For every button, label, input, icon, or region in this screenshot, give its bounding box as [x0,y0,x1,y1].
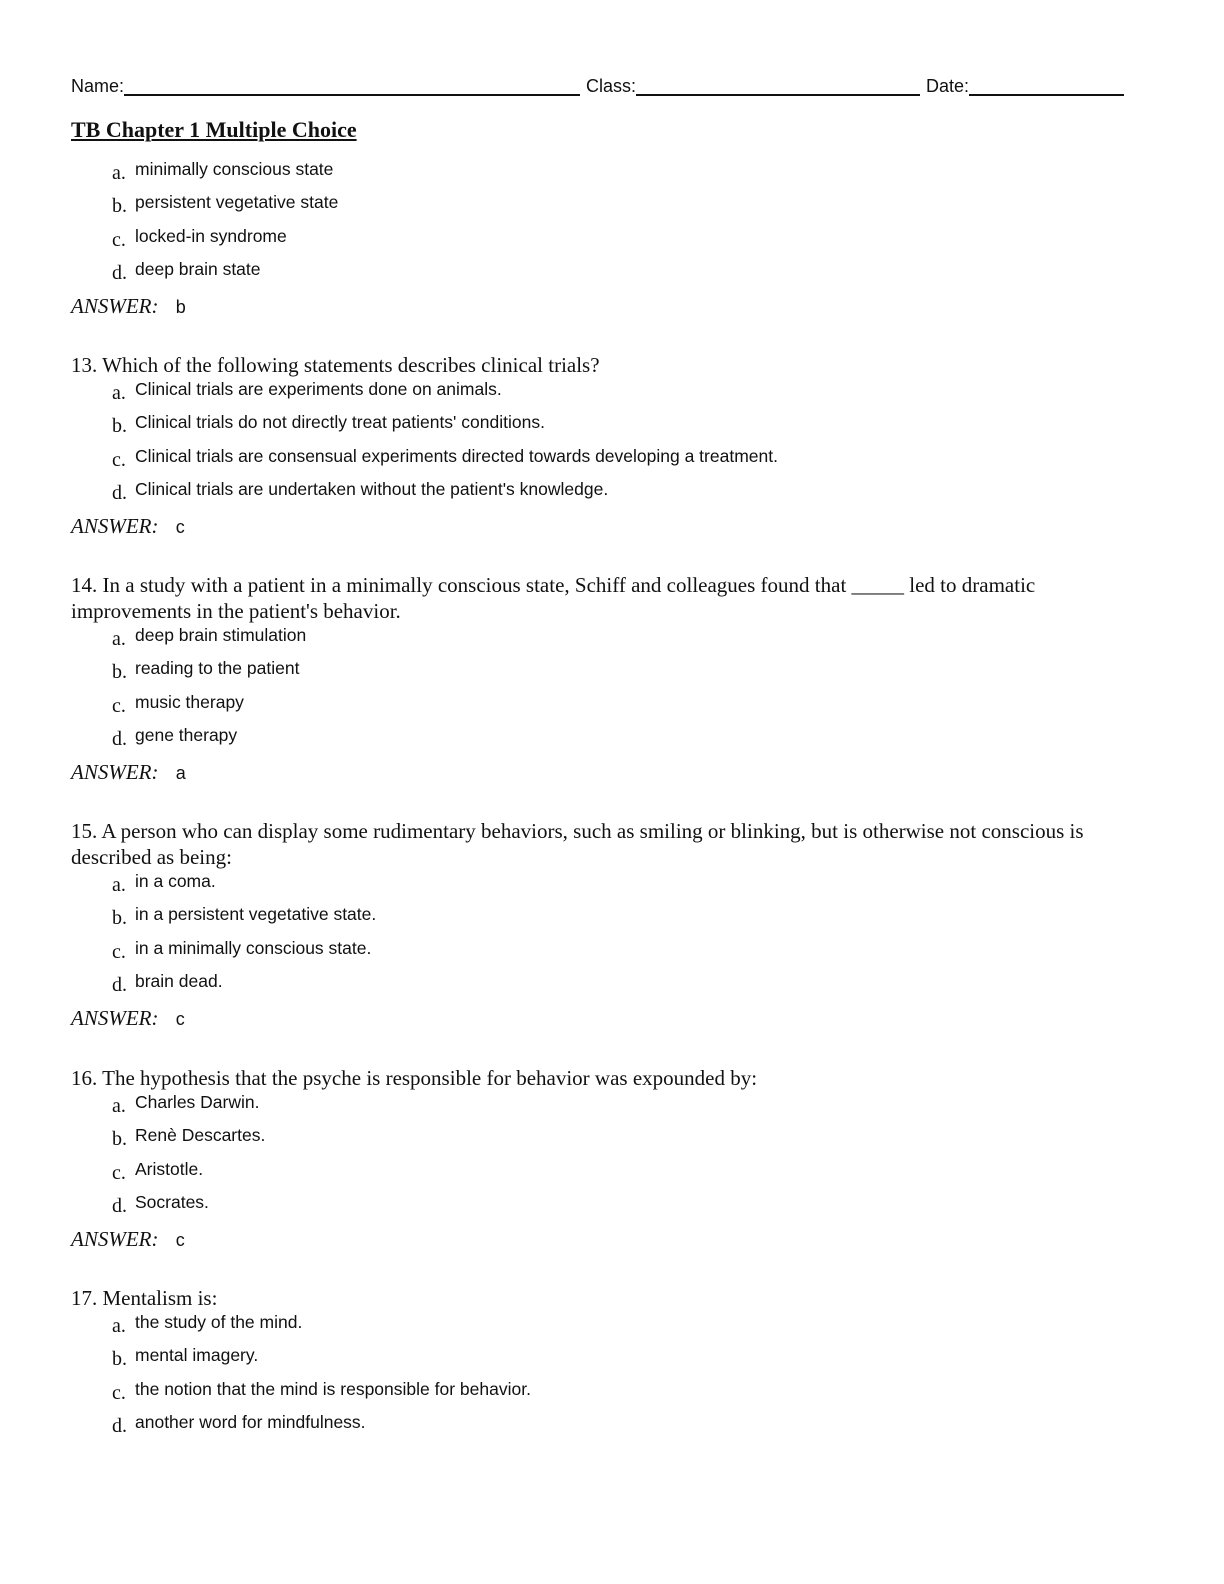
option-letter: b. [112,415,127,438]
option-letter: d. [112,727,127,750]
answer-value: a [175,763,186,784]
page-title: TB Chapter 1 Multiple Choice [71,117,357,142]
option-text: Clinical trials are experiments done on animals. [135,379,502,399]
option-text: Clinical trials are undertaken without the patient's knowledge. [135,478,609,499]
option-text: the study of the mind. [135,1312,303,1332]
answer-value: c [175,517,185,538]
option-letter: a. [112,1315,126,1337]
option-text: in a persistent vegetative state. [135,904,377,925]
option-text: in a coma. [135,871,216,891]
question-stem: 15. A person who can display some rudimentary behaviors, such as smiling or blinking, but is otherwise not conscious is described as being: [71,819,1084,869]
option-letter: b. [112,907,127,930]
option-c [112,1158,1146,1191]
class-label: Class: [586,76,637,96]
option-d [112,724,1146,757]
question-block-15 [71,818,1146,1032]
option-text: mental imagery. [135,1345,259,1366]
answer-line [71,1005,1146,1032]
option-c [112,691,1146,724]
option-text: reading to the patient [135,658,300,679]
option-d [112,478,1146,511]
question-stem: 14. In a study with a patient in a minimally conscious state, Schiff and colleagues found that _____ led to dramatic improvements in the patient's behavior. [71,573,1036,623]
option-letter: a. [112,874,126,896]
option-text: Charles Darwin. [135,1092,260,1112]
answer-value: c [175,1009,185,1030]
answer-value: b [175,297,186,318]
option-a [112,1311,1146,1344]
option-a [112,158,1146,191]
question-block-13 [71,352,1146,540]
option-b [112,411,1146,444]
option-c [112,225,1146,258]
name-label: Name: [71,76,125,96]
option-text: persistent vegetative state [135,192,339,213]
option-letter: c. [112,228,126,251]
option-text: Renè Descartes. [135,1125,266,1146]
option-letter: b. [112,1128,127,1151]
answer-value: c [175,1230,185,1251]
option-letter: b. [112,195,127,218]
option-letter: c. [112,448,126,471]
answer-line [71,513,1146,540]
question-stem: 16. The hypothesis that the psyche is responsible for behavior was expounded by: [71,1066,758,1090]
question-block-17 [71,1285,1146,1444]
options-list [71,870,1146,1003]
option-text: another word for mindfulness. [135,1411,366,1432]
option-c [112,1378,1146,1411]
option-letter: a. [112,1095,126,1117]
options-list [71,158,1146,291]
option-b [112,903,1146,936]
option-letter: d. [112,973,127,996]
name-blank-line [124,74,580,96]
answer-line [71,1226,1146,1253]
option-letter: d. [112,1414,127,1437]
options-list [71,378,1146,511]
option-a [112,870,1146,903]
option-b [112,1124,1146,1157]
date-blank-line [969,74,1124,96]
option-text: deep brain stimulation [135,625,307,645]
option-a [112,378,1146,411]
date-label: Date: [926,76,970,96]
option-d [112,1191,1146,1224]
options-list [71,624,1146,757]
options-list [71,1311,1146,1444]
option-letter: c. [112,940,126,963]
option-d [112,970,1146,1003]
answer-label: ANSWER: [71,514,159,539]
question-block-16 [71,1065,1146,1253]
question-stem: 17. Mentalism is: [71,1286,218,1310]
option-b [112,657,1146,690]
option-b [112,191,1146,224]
option-text: in a minimally conscious state. [135,937,372,958]
option-letter: a. [112,162,126,184]
option-a [112,1091,1146,1124]
page-header [71,70,1146,144]
answer-line [71,293,1146,320]
options-list [71,1091,1146,1224]
option-text: deep brain state [135,258,261,279]
option-b [112,1344,1146,1377]
option-text: Clinical trials are consensual experiments directed towards developing a treatment. [135,445,778,466]
option-a [112,624,1146,657]
option-text: Clinical trials do not directly treat patients' conditions. [135,412,545,433]
option-letter: d. [112,481,127,504]
option-c [112,937,1146,970]
option-letter: a. [112,382,126,404]
class-blank-line [636,74,920,96]
option-letter: a. [112,628,126,650]
option-letter: d. [112,261,127,284]
answer-label: ANSWER: [71,294,159,319]
option-text: music therapy [135,691,244,712]
answer-label: ANSWER: [71,1006,159,1031]
option-text: minimally conscious state [135,159,334,179]
question-stem: 13. Which of the following statements describes clinical trials? [71,353,600,377]
option-d [112,1411,1146,1444]
option-letter: c. [112,1161,126,1184]
option-text: gene therapy [135,724,238,745]
option-text: the notion that the mind is responsible for behavior. [135,1378,531,1399]
answer-label: ANSWER: [71,760,159,785]
option-text: Aristotle. [135,1158,204,1179]
question-block-12 [71,158,1146,320]
option-letter: d. [112,1194,127,1217]
option-text: locked-in syndrome [135,225,287,246]
option-letter: b. [112,661,127,684]
answer-label: ANSWER: [71,1227,159,1252]
option-c [112,445,1146,478]
option-letter: b. [112,1348,127,1371]
question-block-14 [71,572,1146,786]
answer-line [71,759,1146,786]
option-text: brain dead. [135,970,223,991]
option-text: Socrates. [135,1191,209,1212]
option-letter: c. [112,1381,126,1404]
student-info-row [71,70,1146,96]
option-letter: c. [112,694,126,717]
option-d [112,258,1146,291]
